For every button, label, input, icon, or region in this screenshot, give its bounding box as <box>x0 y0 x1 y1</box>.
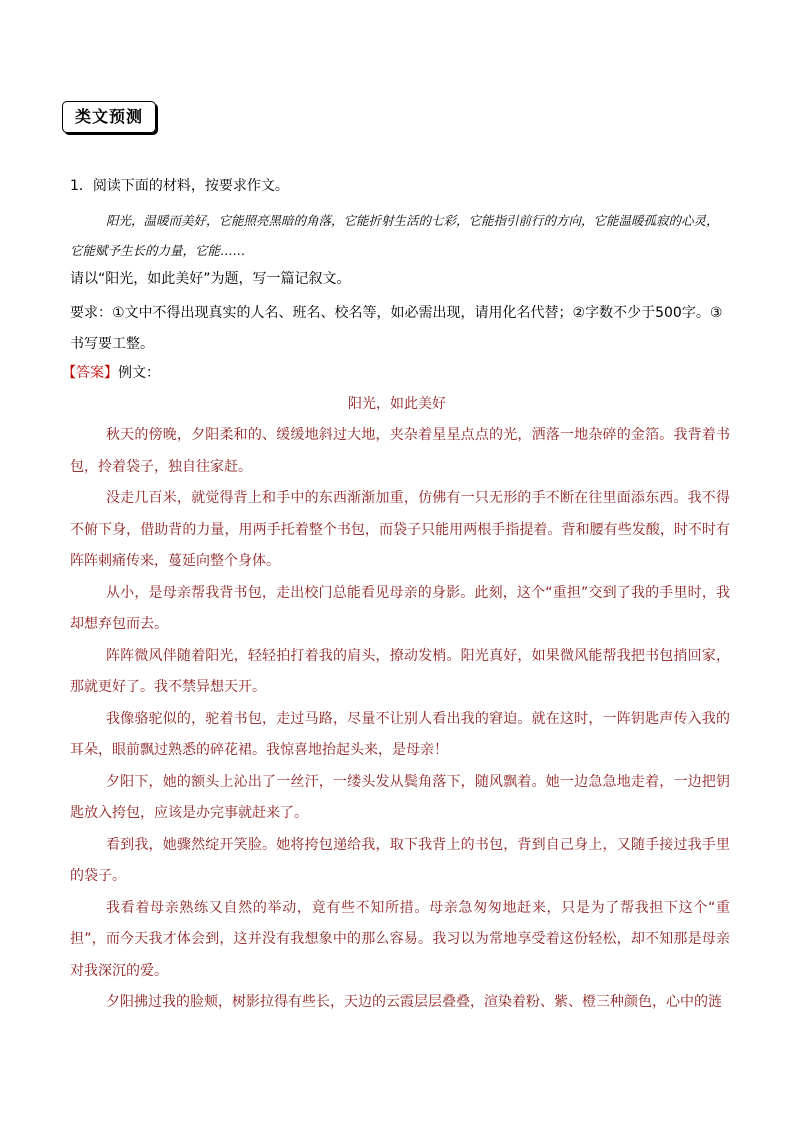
essay-paragraph: 我看着母亲熟练又自然的举动，竟有些不知所措。母亲急匆匆地赶来，只是为了帮我担下这个“重担”，而今天我才体会到，这并没有我想象中的那么容易。我习以为常地享受着这份轻松，却不知那是母亲对我深沉的爱。 <box>70 899 730 979</box>
section-label: 类文预测 <box>62 101 156 133</box>
essay-paragraph: 夕阳下，她的额头上沁出了一丝汗，一缕头发从鬓角落下，随风飘着。她一边急急地走着，一边把钥匙放入挎包，应该是办完事就赶来了。 <box>70 773 730 821</box>
essay-paragraph: 秋天的傍晚，夕阳柔和的、缓缓地斜过大地，夹杂着星星点点的光，洒落一地杂碎的金箔。我背着书包，拎着袋子，独自往家赶。 <box>70 427 730 475</box>
essay-paragraph: 夕阳拂过我的脸颊，树影拉得有些长，天边的云霞层层叠叠，渲染着粉、紫、橙三种颜色，心中的涟 <box>106 994 722 1010</box>
question-line <box>70 177 289 195</box>
answer-label: 例文： <box>118 365 160 381</box>
answer-line <box>62 364 160 382</box>
essay-paragraph: 从小，是母亲帮我背书包，走出校门总能看见母亲的身影。此刻，这个“重担”交到了我的手里时，我却想弃包而去。 <box>70 584 730 632</box>
essay-title: 阳光，如此美好 <box>348 396 446 412</box>
question-instruction: 阅读下面的材料，按要求作文。 <box>92 178 289 194</box>
essay-paragraph: 看到我，她骤然绽开笑脸。她将挎包递给我，取下我背上的书包，背到自己身上，又随手接过我手里的袋子。 <box>70 836 730 884</box>
question-number: 1． <box>70 178 93 194</box>
question-prompt: 请以“阳光，如此美好”为题，写一篇记叙文。 <box>70 271 351 287</box>
essay-paragraph: 我像骆驼似的，驼着书包，走过马路，尽量不让别人看出我的窘迫。就在这时，一阵钥匙声传入我的耳朵，眼前飘过熟悉的碎花裙。我惊喜地抬起头来，是母亲！ <box>70 710 730 758</box>
essay-paragraph: 阵阵微风伴随着阳光，轻轻拍打着我的肩头，撩动发梢。阳光真好，如果微风能帮我把书包捎回家，那就更好了。我不禁异想天开。 <box>70 647 730 695</box>
answer-tag: 【答案】 <box>62 365 118 381</box>
essay-paragraph: 没走几百米，就觉得背上和手中的东西渐渐加重，仿佛有一只无形的手不断在往里面添东西。我不得不俯下身，借助背的力量，用两手托着整个书包，而袋子只能用两根手指提着。背和腰有些发酸，时不时有阵阵刺痛传来，蔓延向整个身体。 <box>70 490 730 569</box>
question-material: 阳光，温暖而美好，它能照亮黑暗的角落，它能折射生活的七彩，它能指引前行的方向，它能温暖孤寂的心灵，它能赋予生长的力量，它能…… <box>70 213 719 258</box>
question-requirements: 要求：①文中不得出现真实的人名、班名、校名等，如必需出现，请用化名代替；②字数不少于500字。③书写要工整。 <box>70 305 723 352</box>
essay-body <box>70 420 730 1019</box>
